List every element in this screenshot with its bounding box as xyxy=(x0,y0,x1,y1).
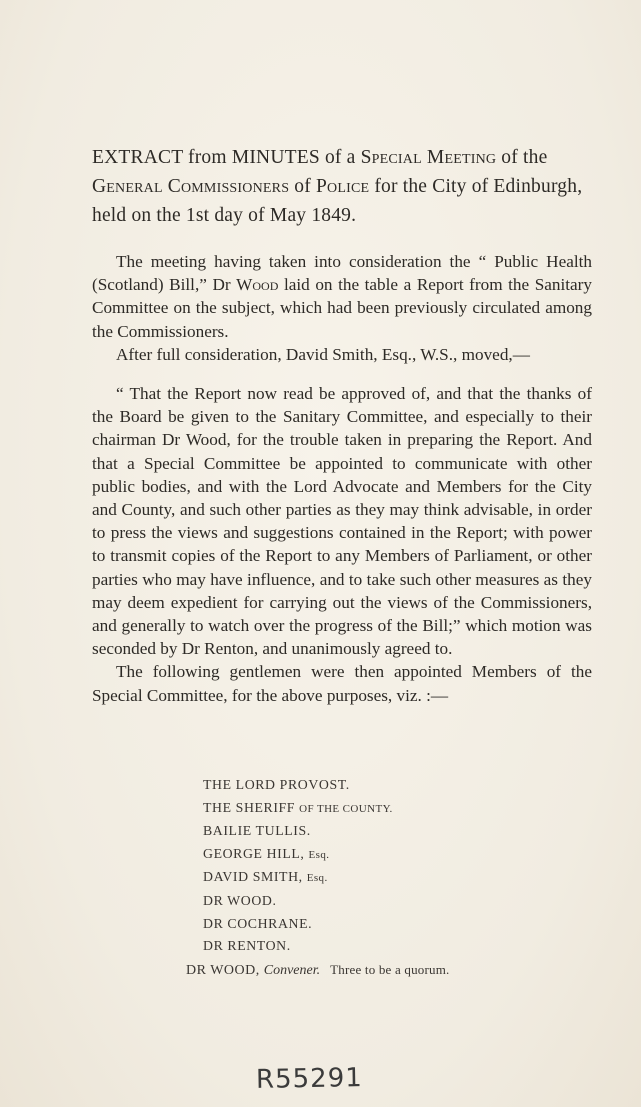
committee-member: DAVID SMITH, Esq. xyxy=(203,869,328,885)
committee-member: DR WOOD. xyxy=(203,892,277,908)
convener-line xyxy=(186,962,450,979)
heading-text-1: EXTRACT from MINUTES of a xyxy=(92,147,361,168)
paragraph-motion-intro: After full consideration, David Smith, Esq., W.S., moved,— xyxy=(116,344,530,364)
dr-wood-name: Wood xyxy=(236,275,279,295)
heading-police: Police xyxy=(315,176,370,197)
minutes-body xyxy=(92,250,592,707)
committee-list xyxy=(203,774,393,958)
heading-text-3: of xyxy=(289,176,316,197)
convener-role: Convener. xyxy=(263,963,321,978)
paragraph-motion: “ That the Report now read be approved of, and that the thanks of the Board be given to the Sanitary Committee, and especially to their chairman Dr Wood, for the trouble taken in preparing the Report. And that a Special Committee be appointed to communicate with other public bodies, and with the Lord Advocate and Members for the City and County, and such other parties as they may think advisable, in order to press the views and suggestions contained in the Report; with power to transmit copies of the Report to any Members of Parliament, or other parties who may have influence, and to take such other measures as they may deem expedient for carrying out the views of the Commissioners, and generally to watch over the progress of the Bill;” which motion was seconded by Dr Renton, and unanimously agreed to. xyxy=(92,384,592,659)
paragraph-1-b: laid on the table a Report from the Sanitary Committee on the subject, which had been previously circulated among the Commissioners. xyxy=(92,275,593,341)
heading-text-4: for the City of Edinburgh, held on the 1st day of May 1849. xyxy=(92,176,583,226)
document-heading xyxy=(92,143,592,230)
committee-member: DR RENTON. xyxy=(203,938,291,954)
quorum-note: Three to be a quorum. xyxy=(330,962,450,977)
committee-member: THE SHERIFF OF THE COUNTY. xyxy=(203,799,393,815)
heading-text-2: of the xyxy=(496,147,548,168)
heading-general-commissioners: General Commissioners xyxy=(92,176,290,197)
library-stamp: R55291 xyxy=(255,1063,364,1095)
heading-special-meeting: Special Meeting xyxy=(360,147,497,168)
committee-member: DR COCHRANE. xyxy=(203,915,313,931)
paragraph-appointment: The following gentlemen were then appointed Members of the Special Committee, for the above purposes, viz. :— xyxy=(92,662,592,705)
paragraph-consideration xyxy=(92,250,592,343)
convener-name: DR WOOD, xyxy=(186,963,264,978)
committee-member: THE LORD PROVOST. xyxy=(203,777,350,792)
paragraph-1-a: The meeting having taken into consideration the “ Public Health (Scotland) Bill,” Dr xyxy=(92,252,592,295)
committee-member: BAILIE TULLIS. xyxy=(203,823,311,839)
committee-member: GEORGE HILL, Esq. xyxy=(203,845,330,861)
